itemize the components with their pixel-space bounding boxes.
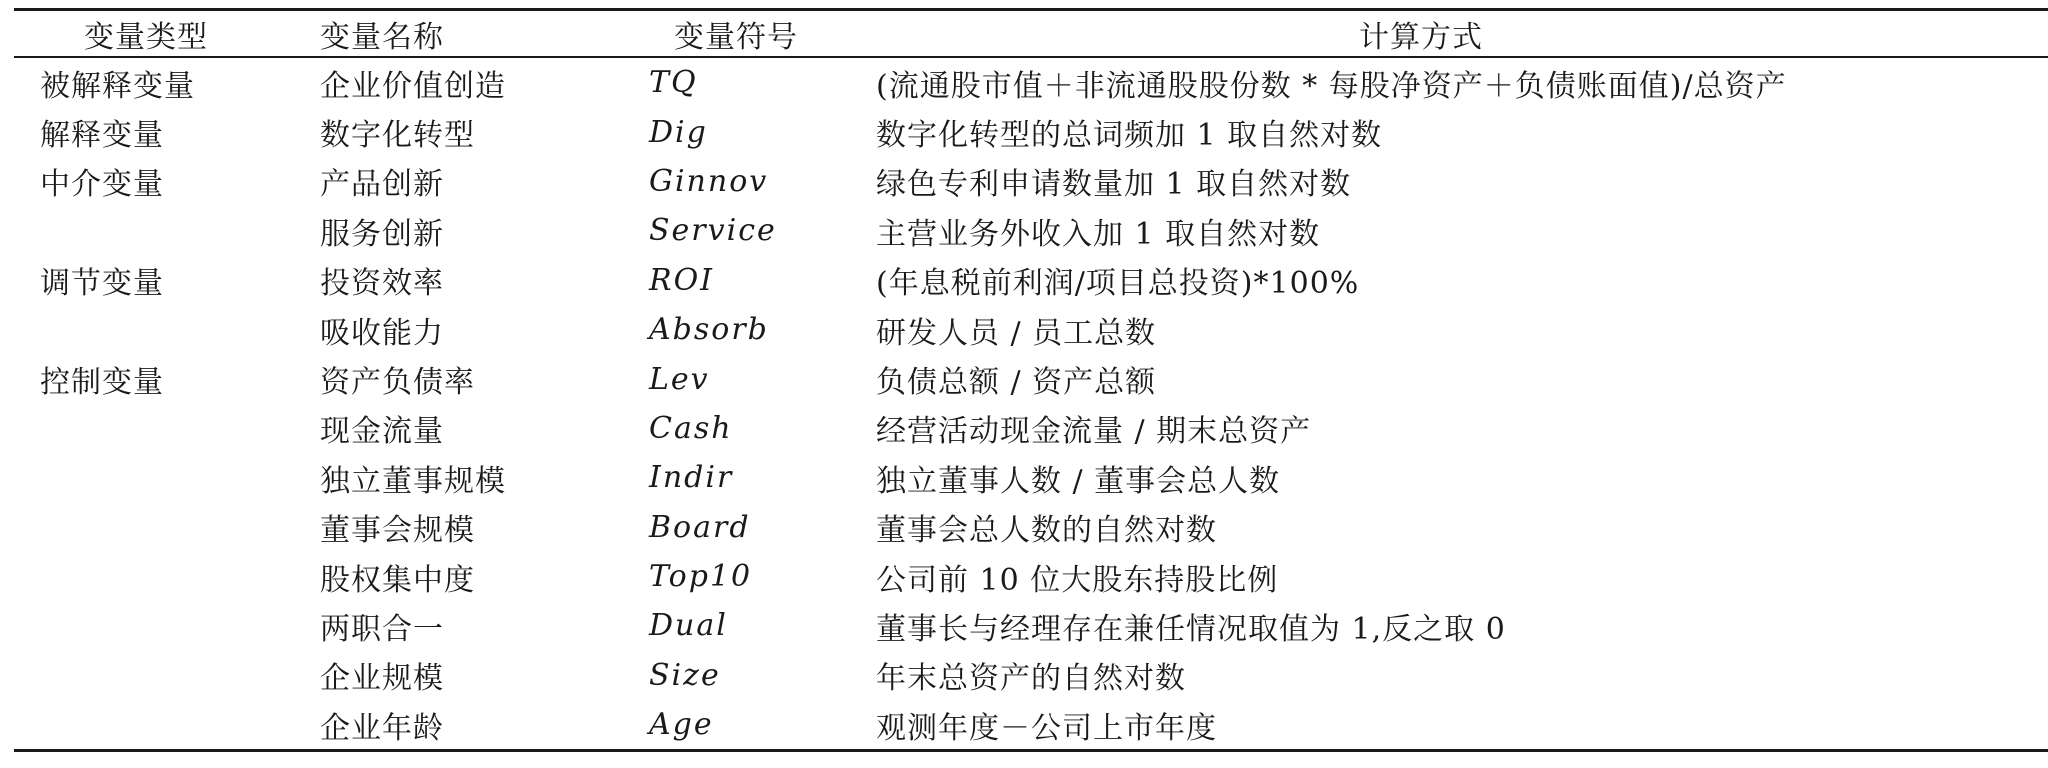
header-variable-name: 变量名称 xyxy=(320,19,444,55)
cell-calculation-method: 主营业务外收入加 1 取自然对数 xyxy=(876,216,1321,252)
bottom-rule xyxy=(14,749,2048,752)
cell-variable-type xyxy=(14,700,304,749)
cell-calculation-method: 董事会总人数的自然对数 xyxy=(876,513,1217,549)
cell-variable-type: 解释变量 xyxy=(40,118,164,154)
cell-variable-symbol: Top10 xyxy=(649,559,753,595)
cell-variable-type: 调节变量 xyxy=(40,266,164,302)
cell-calculation-method: 数字化转型的总词频加 1 取自然对数 xyxy=(876,118,1383,154)
table-row xyxy=(14,601,2048,650)
cell-variable-name: 资产负债率 xyxy=(320,365,475,401)
cell-calculation-method: 负债总额 / 资产总额 xyxy=(876,365,1157,401)
cell-variable-name: 投资效率 xyxy=(320,266,444,302)
table-row xyxy=(14,453,2048,502)
cell-variable-symbol: Service xyxy=(649,213,777,249)
cell-variable-name: 数字化转型 xyxy=(320,118,475,154)
cell-variable-name: 两职合一 xyxy=(320,611,444,647)
cell-variable-symbol: Board xyxy=(649,509,751,545)
table-row xyxy=(14,404,2048,453)
cell-variable-symbol: Indir xyxy=(649,460,734,496)
cell-calculation-method: 绿色专利申请数量加 1 取自然对数 xyxy=(876,167,1352,203)
table-row xyxy=(14,503,2048,552)
table-row xyxy=(14,58,2048,107)
cell-variable-symbol: Size xyxy=(649,657,721,693)
cell-variable-symbol: Dig xyxy=(649,114,708,150)
cell-variable-symbol: Absorb xyxy=(649,312,769,348)
cell-variable-name: 股权集中度 xyxy=(320,562,475,598)
table-row xyxy=(14,700,2048,749)
cell-variable-symbol: Age xyxy=(649,707,714,743)
cell-calculation-method: 经营活动现金流量 / 期末总资产 xyxy=(876,414,1312,450)
cell-variable-type xyxy=(14,453,304,502)
cell-variable-type xyxy=(14,206,304,255)
table-body xyxy=(14,58,2048,749)
table-row xyxy=(14,305,2048,354)
cell-calculation-method: 董事长与经理存在兼任情况取值为 1,反之取 0 xyxy=(876,611,1506,647)
table xyxy=(14,11,2048,56)
table-body-wrap xyxy=(14,58,2048,749)
cell-variable-type xyxy=(14,305,304,354)
cell-variable-type xyxy=(14,552,304,601)
cell-variable-symbol: Ginnov xyxy=(649,163,769,199)
cell-variable-symbol: ROI xyxy=(649,262,715,298)
table-row xyxy=(14,256,2048,305)
cell-variable-name: 产品创新 xyxy=(320,167,444,203)
cell-variable-name: 独立董事规模 xyxy=(320,463,506,499)
cell-variable-type xyxy=(14,503,304,552)
cell-variable-name: 现金流量 xyxy=(320,414,444,450)
header-variable-symbol: 变量符号 xyxy=(674,19,798,55)
header-variable-type: 变量类型 xyxy=(84,19,208,55)
cell-calculation-method: 观测年度－公司上市年度 xyxy=(876,710,1217,746)
cell-variable-name: 吸收能力 xyxy=(320,315,444,351)
cell-variable-symbol: Lev xyxy=(649,361,710,397)
cell-calculation-method: 年末总资产的自然对数 xyxy=(876,661,1186,697)
variable-definition-table xyxy=(14,8,2048,752)
table-header xyxy=(14,11,2048,56)
cell-variable-symbol: Dual xyxy=(649,608,728,644)
table-row xyxy=(14,107,2048,156)
cell-variable-symbol: Cash xyxy=(649,410,733,446)
cell-variable-type xyxy=(14,651,304,700)
cell-variable-type xyxy=(14,404,304,453)
cell-variable-symbol: TQ xyxy=(649,65,698,101)
table-row xyxy=(14,354,2048,403)
table-row xyxy=(14,651,2048,700)
table-row xyxy=(14,552,2048,601)
header-calculation-method: 计算方式 xyxy=(1359,19,1483,55)
cell-variable-name: 董事会规模 xyxy=(320,513,475,549)
cell-calculation-method: 研发人员 / 员工总数 xyxy=(876,315,1157,351)
cell-variable-type xyxy=(14,601,304,650)
cell-calculation-method: (年息税前利润/项目总投资)*100% xyxy=(876,266,1360,302)
cell-variable-type: 中介变量 xyxy=(40,167,164,203)
cell-calculation-method: 独立董事人数 / 董事会总人数 xyxy=(876,463,1281,499)
cell-calculation-method: (流通股市值＋非流通股股份数 * 每股净资产＋负债账面值)/总资产 xyxy=(876,68,1787,104)
table-row xyxy=(14,206,2048,255)
cell-variable-name: 服务创新 xyxy=(320,216,444,252)
cell-variable-type: 被解释变量 xyxy=(40,68,195,104)
cell-variable-type: 控制变量 xyxy=(40,365,164,401)
cell-calculation-method: 公司前 10 位大股东持股比例 xyxy=(876,562,1279,598)
cell-variable-name: 企业年龄 xyxy=(320,710,444,746)
cell-variable-name: 企业价值创造 xyxy=(320,68,506,104)
header-row xyxy=(14,11,2048,56)
table-row xyxy=(14,157,2048,206)
cell-variable-name: 企业规模 xyxy=(320,661,444,697)
